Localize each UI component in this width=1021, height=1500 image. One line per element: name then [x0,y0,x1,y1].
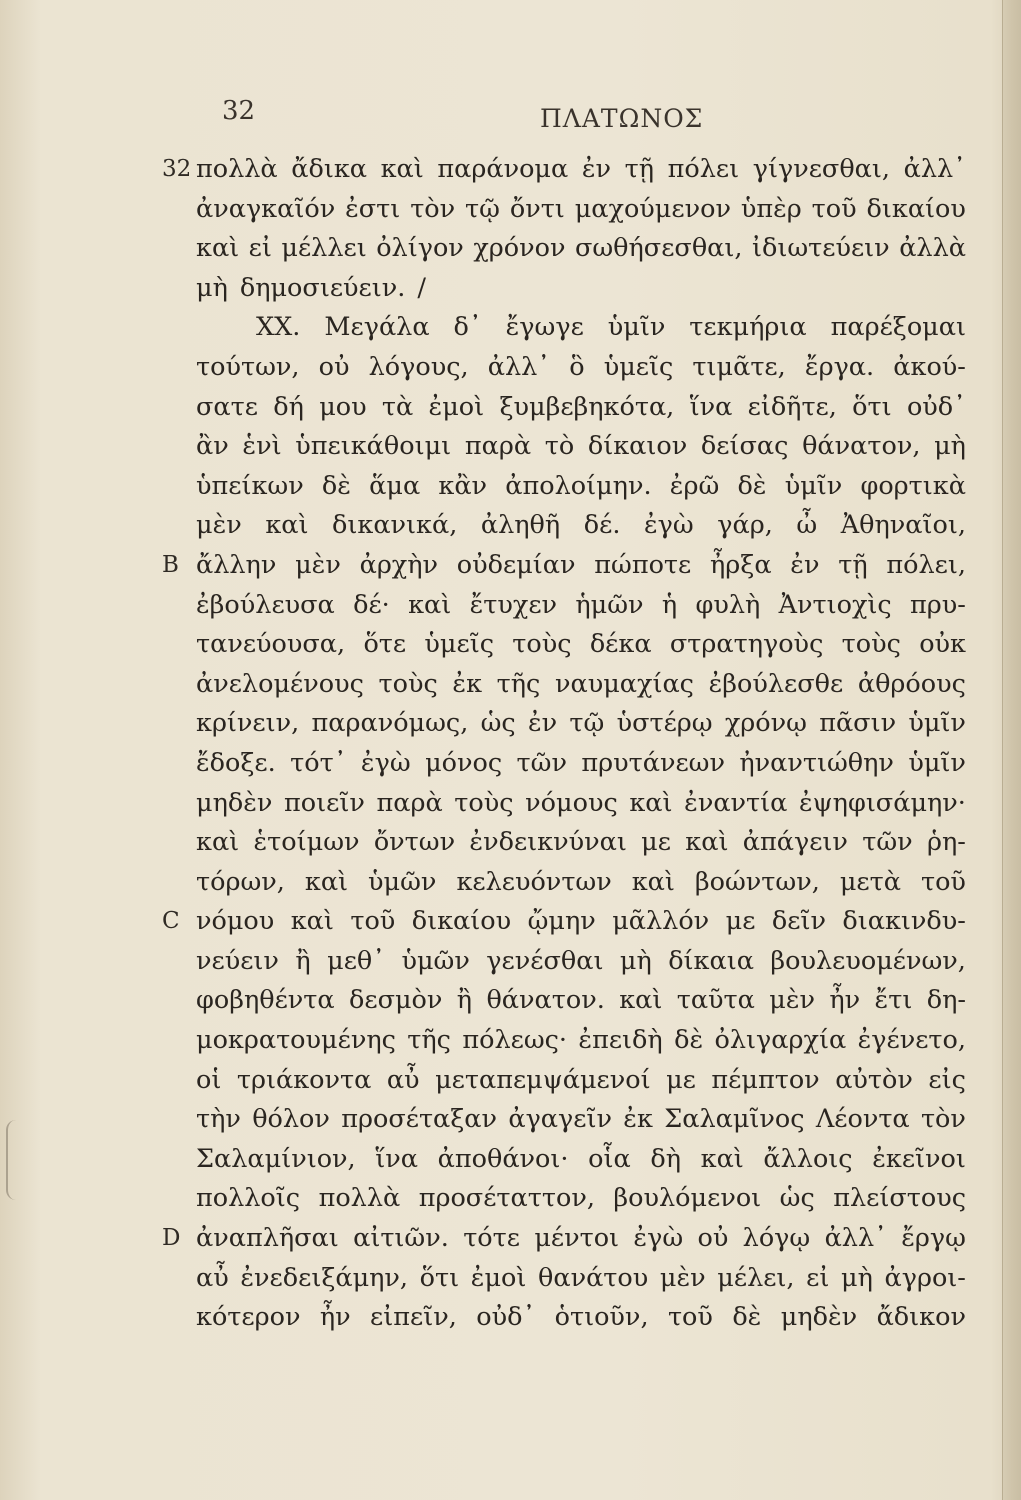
text-line: πολλοῖς πολλὰ προσέταττον, βουλόμενοι ὡς πλείστους [196,1183,966,1214]
text-line: μοκρατουμένης τῆς πόλεως· ἐπειδὴ δὲ ὀλιγαρχία ἐγένετο, [196,1025,966,1056]
page-number: 32 [222,96,256,126]
text-line: D ἀναπλῆσαι αἰτιῶν. τότε μέντοι ἐγὼ οὐ λόγῳ ἀλλ᾽ ἔργῳ [196,1219,966,1259]
text-line: XX. Μεγάλα δ᾽ ἔγωγε ὑμῖν τεκμήρια παρέξομαι [256,312,966,343]
margin-marker: D [162,1225,181,1252]
text-line: ὑπείκων δὲ ἅμα κἂν ἀπολοίμην. ἐρῶ δὲ ὑμῖν φορτικὰ [196,470,966,501]
binding-mark [6,1120,30,1200]
text-line: ἀναγκαῖόν ἐστι τὸν τῷ ὄντι μαχούμενον ὑπὲρ τοῦ δικαίου [196,193,966,224]
margin-marker: B [162,551,179,578]
text-line: ἂν ἑνὶ ὑπεικάθοιμι παρὰ τὸ δίκαιον δείσας θάνατον, μὴ [196,431,966,462]
text-line: μὲν καὶ δικανικά, ἀληθῆ δέ. ἐγὼ γάρ, ὦ Ἀθηναῖοι, [196,510,966,541]
text-line: τὴν θόλον προσέταξαν ἀγαγεῖν ἐκ Σαλαμῖνος Λέοντα τὸν [196,1104,966,1135]
text-line: τόρων, καὶ ὑμῶν κελευόντων καὶ βοώντων, μετὰ τοῦ [196,866,966,897]
text-line: κρίνειν, παρανόμως, ὡς ἐν τῷ ὑστέρῳ χρόνῳ πᾶσιν ὑμῖν [196,708,966,739]
text-line: νεύειν ἢ μεθ᾽ ὑμῶν γενέσθαι μὴ δίκαια βουλευομένων, [196,945,966,976]
text-line: ἔδοξε. τότ᾽ ἐγὼ μόνος τῶν πρυτάνεων ἠναντιώθην ὑμῖν [196,747,966,778]
text-line: ἐβούλευσα δέ· καὶ ἔτυχεν ἡμῶν ἡ φυλὴ Ἀντιοχὶς πρυ- [196,589,966,620]
text-line: κότερον ἦν εἰπεῖν, οὐδ᾽ ὁτιοῦν, τοῦ δὲ μηδὲν ἄδικον [196,1302,966,1333]
text-line: καὶ εἰ μέλλει ὀλίγον χρόνον σωθήσεσθαι, ἰδιωτεύειν ἀλλὰ [196,233,966,264]
text-line: σατε δή μου τὰ ἐμοὶ ξυμβεβηκότα, ἵνα εἰδῆτε, ὅτι οὐδ᾽ [196,391,966,422]
margin-marker: 32 [162,156,192,182]
text-line: τούτων, οὐ λόγους, ἀλλ᾽ ὃ ὑμεῖς τιμᾶτε, ἔργα. ἀκού- [196,351,966,382]
text-line: αὖ ἐνεδειξάμην, ὅτι ἐμοὶ θανάτου μὲν μέλει, εἰ μὴ ἀγροι- [196,1262,966,1293]
text-line: ἀνελομένους τοὺς ἐκ τῆς ναυμαχίας ἐβούλεσθε ἀθρόους [196,668,966,699]
margin-marker: C [162,908,180,935]
greek-text-block [162,150,966,1338]
text-line: φοβηθέντα δεσμὸν ἢ θάνατον. καὶ ταῦτα μὲν ἦν ἔτι δη- [196,985,966,1016]
text-line: καὶ ἑτοίμων ὄντων ἐνδεικνύναι με καὶ ἀπάγειν τῶν ῥη- [196,827,966,858]
text-line: μηδὲν ποιεῖν παρὰ τοὺς νόμους καὶ ἐναντία ἐψηφισάμην· [196,787,966,818]
text-line: τανεύουσα, ὅτε ὑμεῖς τοὺς δέκα στρατηγοὺς τοὺς οὐκ [196,629,966,660]
text-line: B ἄλλην μὲν ἀρχὴν οὐδεμίαν πώποτε ἦρξα ἐν τῇ πόλει, [196,546,966,586]
text-line: 32 πολλὰ ἄδικα καὶ παράνομα ἐν τῇ πόλει γίγνεσθαι, ἀλλ᾽ [196,150,966,190]
text-line: μὴ δημοσιεύειν. / [196,272,426,303]
running-head: ΠΛΑΤΩΝΟΣ [540,104,704,133]
text-line: οἱ τριάκοντα αὖ μεταπεμψάμενοί με πέμπτον αὐτὸν εἰς [196,1064,966,1095]
text-line: C νόμου καὶ τοῦ δικαίου ᾤμην μᾶλλόν με δεῖν διακινδυ- [196,902,966,942]
page-edge [1002,0,1021,1500]
text-line: Σαλαμίνιον, ἵνα ἀποθάνοι· οἷα δὴ καὶ ἄλλοις ἐκεῖνοι [196,1143,966,1174]
